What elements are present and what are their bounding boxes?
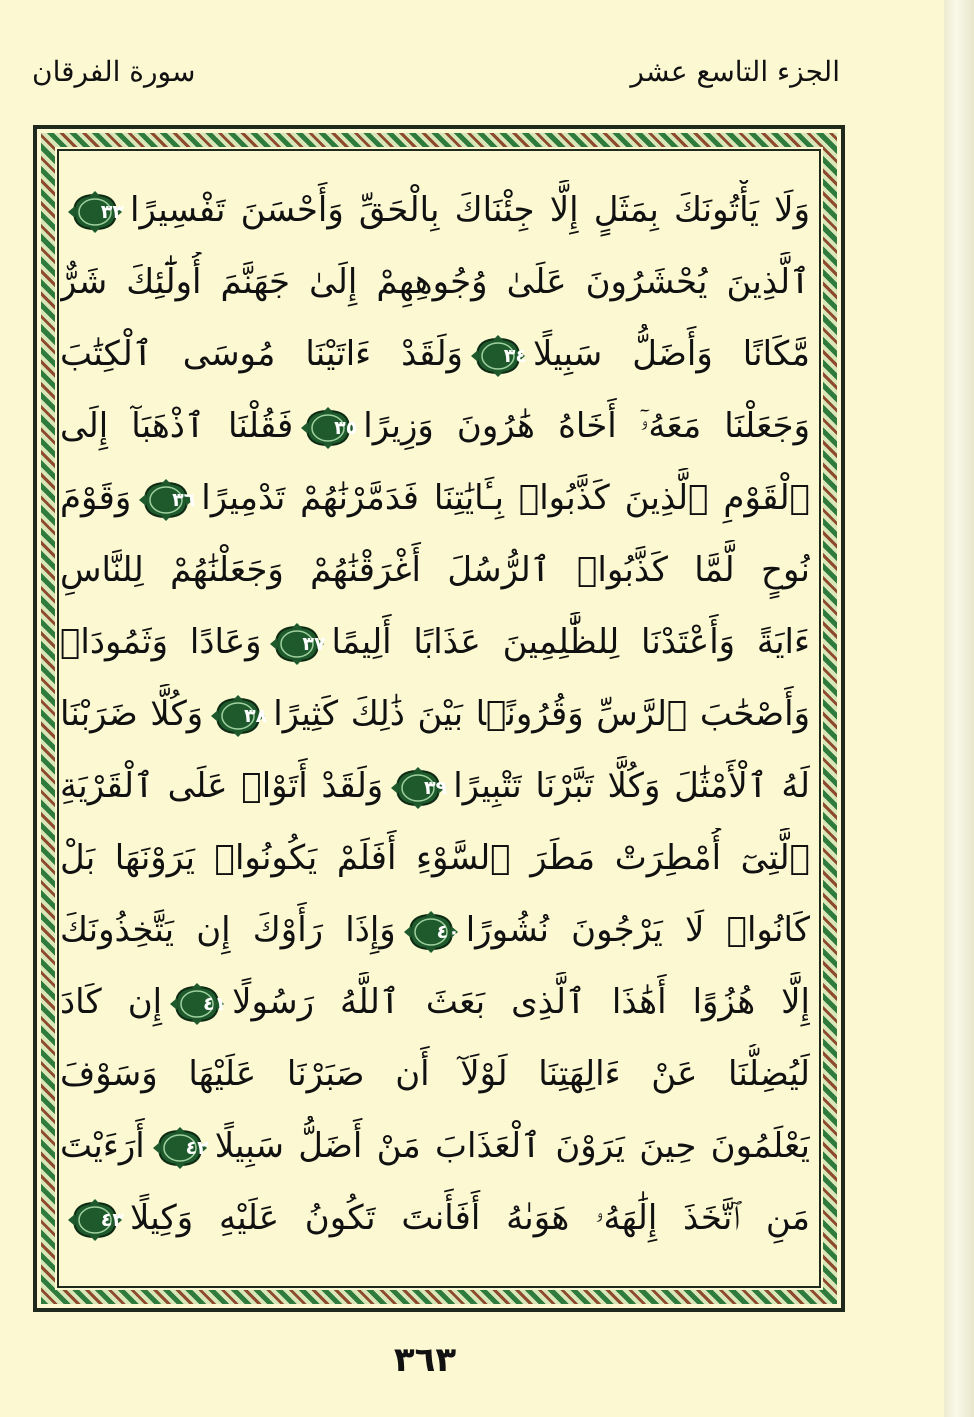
text-line <box>60 828 810 888</box>
juz-label: الجزء التاسع عشر <box>630 55 840 88</box>
ayah-number-marker <box>268 623 326 665</box>
verse-text: إِلَّا هُزُوًا أَهَٰذَا ٱلَّذِى بَعَثَ ٱللَّهُ رَسُولًا <box>232 982 810 1022</box>
ayah-number-marker <box>168 983 226 1025</box>
verse-text: ٱلْقَوْمِ ٱلَّذِينَ كَذَّبُوا۟ بِـَٔايَٰتِنَا فَدَمَّرْنَٰهُمْ تَدْمِيرًا <box>201 478 810 518</box>
verse-text: مَنِ ٱتَّخَذَ إِلَٰهَهُۥ هَوَىٰهُ أَفَأَنتَ تَكُونُ عَلَيْهِ وَكِيلًا <box>130 1198 810 1238</box>
text-line <box>60 1188 810 1248</box>
verse-text: ءَايَةً وَأَعْتَدْنَا لِلظَّٰلِمِينَ عَذَابًا أَلِيمًا <box>331 622 810 662</box>
verse-text: وَلَا يَأْتُونَكَ بِمَثَلٍ إِلَّا جِئْنَاكَ بِالْحَقِّ وَأَحْسَنَ تَفْسِيرًا <box>130 190 810 230</box>
ayah-number-marker <box>66 1199 124 1241</box>
verse-text: لَيُضِلُّنَا عَنْ ءَالِهَتِنَا لَوْلَآ أَن صَبَرْنَا عَلَيْهَا وَسَوْفَ <box>60 1054 810 1094</box>
text-line <box>60 396 810 456</box>
ayah-number: ٣٨ <box>244 704 268 727</box>
text-line <box>60 252 810 312</box>
verse-text: فَقُلْنَا ٱذْهَبَآ إِلَى <box>60 406 294 446</box>
verse-text: يَعْلَمُونَ حِينَ يَرَوْنَ ٱلْعَذَابَ مَنْ أَضَلُّ سَبِيلًا <box>214 1126 810 1166</box>
ayah-number: ٣٤ <box>503 344 527 367</box>
text-line <box>60 180 810 240</box>
quran-text-block <box>60 180 810 1280</box>
page-edge <box>944 0 974 1417</box>
page-number: ٣٦٣ <box>393 1340 457 1380</box>
text-line <box>60 612 810 672</box>
verse-text: وَلَقَدْ أَتَوْا۟ عَلَى ٱلْقَرْيَةِ <box>60 766 384 806</box>
ayah-number: ٤١ <box>202 992 227 1015</box>
verse-text: وَجَعَلْنَا مَعَهُۥٓ أَخَاهُ هَٰرُونَ وَزِيرًا <box>363 406 810 446</box>
ayah-number: ٣٣ <box>100 200 124 223</box>
verse-text: وَقَوْمَ <box>60 478 132 518</box>
surah-label: سورة الفرقان <box>32 55 196 88</box>
verse-text: وَأَصْحَٰبَ ٱلرَّسِّ وَقُرُونًۢا بَيْنَ ذَٰلِكَ كَثِيرًا <box>273 694 810 734</box>
verse-text: نُوحٍ لَّمَّا كَذَّبُوا۟ ٱلرُّسُلَ أَغْرَقْنَٰهُمْ وَجَعَلْنَٰهُمْ لِلنَّاسِ <box>60 550 810 590</box>
verse-text: وَلَقَدْ ءَاتَيْنَا مُوسَى ٱلْكِتَٰبَ <box>60 334 463 374</box>
ayah-number: ٣٥ <box>334 416 358 439</box>
verse-text: ٱلَّتِىٓ أُمْطِرَتْ مَطَرَ ٱلسَّوْءِ أَفَلَمْ يَكُونُوا۟ يَرَوْنَهَا بَلْ <box>60 838 810 878</box>
text-line <box>60 324 810 384</box>
verse-text: ٱلَّذِينَ يُحْشَرُونَ عَلَىٰ وُجُوهِهِمْ إِلَىٰ جَهَنَّمَ أُولَٰٓئِكَ شَرٌّ <box>60 262 810 302</box>
verse-text: أَرَءَيْتَ <box>60 1126 145 1166</box>
text-line <box>60 900 810 960</box>
verse-text: مَّكَانًا وَأَضَلُّ سَبِيلًا <box>532 334 810 374</box>
ayah-number-marker <box>151 1127 209 1169</box>
ayah-number: ٤٣ <box>100 1208 124 1231</box>
text-line <box>60 756 810 816</box>
ayah-number-marker <box>389 767 447 809</box>
ayah-number: ٣٦ <box>172 488 196 511</box>
verse-text: إِن كَادَ <box>60 982 163 1022</box>
text-line <box>60 972 810 1032</box>
ayah-number-marker <box>299 407 357 449</box>
text-line <box>60 1044 810 1104</box>
text-line <box>60 1116 810 1176</box>
ayah-number-marker <box>402 911 460 953</box>
ayah-number-marker <box>469 335 527 377</box>
ayah-number: ٤٠ <box>436 920 460 943</box>
ayah-number-marker <box>209 695 267 737</box>
verse-text: وَإِذَا رَأَوْكَ إِن يَتَّخِذُونَكَ <box>60 910 396 950</box>
verse-text: كَانُوا۟ لَا يَرْجُونَ نُشُورًا <box>465 910 810 950</box>
text-line <box>60 540 810 600</box>
ayah-number: ٣٩ <box>424 776 448 799</box>
ayah-number: ٣٧ <box>302 632 326 655</box>
verse-text: وَعَادًا وَثَمُودَا۟ <box>60 622 262 662</box>
page-header <box>30 55 840 103</box>
ayah-number-marker <box>137 479 195 521</box>
text-line <box>60 468 810 528</box>
verse-text: وَكُلًّا ضَرَبْنَا <box>60 694 204 734</box>
verse-text: لَهُ ٱلْأَمْثَٰلَ وَكُلًّا تَبَّرْنَا تَتْبِيرًا <box>453 766 810 806</box>
text-line <box>60 684 810 744</box>
ayah-number: ٤٢ <box>185 1136 209 1159</box>
ayah-number-marker <box>66 191 124 233</box>
